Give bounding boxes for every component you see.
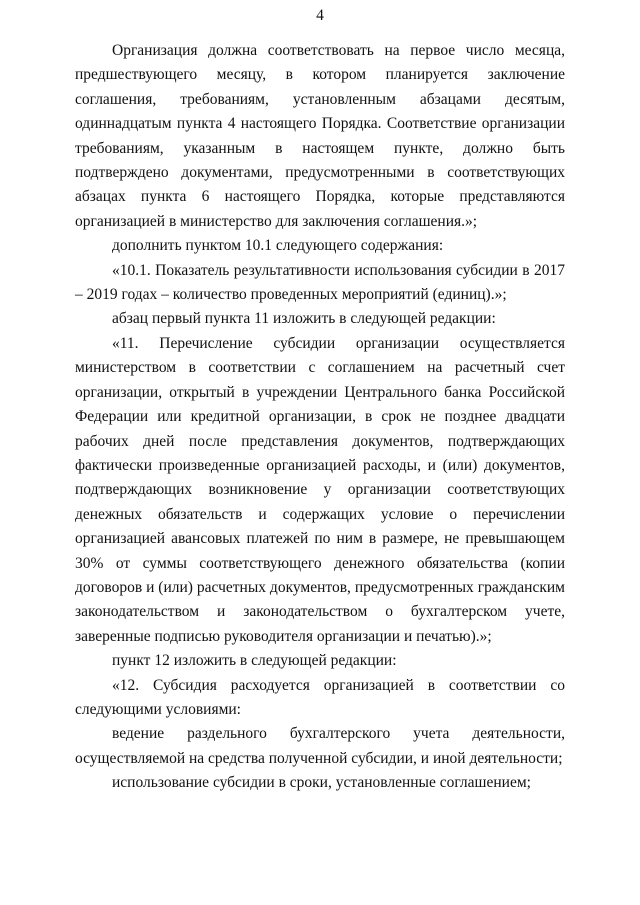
paragraph-condition-deadlines: использование субсидии в сроки, установленные соглашением;	[112, 774, 531, 792]
paragraph-item-11: «11. Перечисление субсидии организации осуществляется министерством в соответствии с соглашением на расчетный счет организации, открытый в учреждении Центрального банка Российской Федерации или кредитной организации, в срок не позднее двадцати рабочих дней после представления документов, подтверждающих фактически произведенные организацией расходы, и (или) документов, подтверждающих возникновение у организации соответствующих денежных обязательств и содержащих условие о перечислении организацией авансовых платежей по ним в размере, не превышающем 30% от суммы соответствующего денежного обязательства (копии договоров и (или) расчетных документов, предусмотренных гражданским законодательством и законодательством о бухгалтерском учете, заверенные подписью руководителя организации и печатью).»;	[75, 334, 565, 645]
paragraph-condition-separate-accounting: ведение раздельного бухгалтерского учета деятельности, осуществляемой на средства полученной субсидии, и иной деятельности;	[75, 725, 565, 767]
paragraph-item-12: «12. Субсидия расходуется организацией в соответствии со следующими условиями:	[75, 676, 565, 718]
document-body	[75, 39, 565, 796]
paragraph-item-10-1: «10.1. Показатель результативности использования субсидии в 2017 – 2019 годах – количество проведенных мероприятий (единиц).»;	[75, 261, 565, 304]
page-number: 4	[316, 7, 324, 24]
paragraph-add-item-10-1: дополнить пунктом 10.1 следующего содержания:	[112, 237, 444, 255]
paragraph-amend-item-11: абзац первый пункта 11 изложить в следующей редакции:	[112, 310, 496, 328]
paragraph-organization-requirements: Организация должна соответствовать на первое число месяца, предшествующего месяцу, в котором планируется заключение соглашения, требованиям, установленным абзацами десятым, одиннадцатым пункта 4 настоящего Порядка. Соответствие организации требованиям, указанным в настоящем пункте, должно быть подтверждено документами, предусмотренными в соответствующих абзацах пункта 6 настоящего Порядка, которые представляются организацией в министерство для заключения соглашения.»;	[75, 42, 565, 230]
paragraph-amend-item-12: пункт 12 изложить в следующей редакции:	[112, 652, 397, 670]
